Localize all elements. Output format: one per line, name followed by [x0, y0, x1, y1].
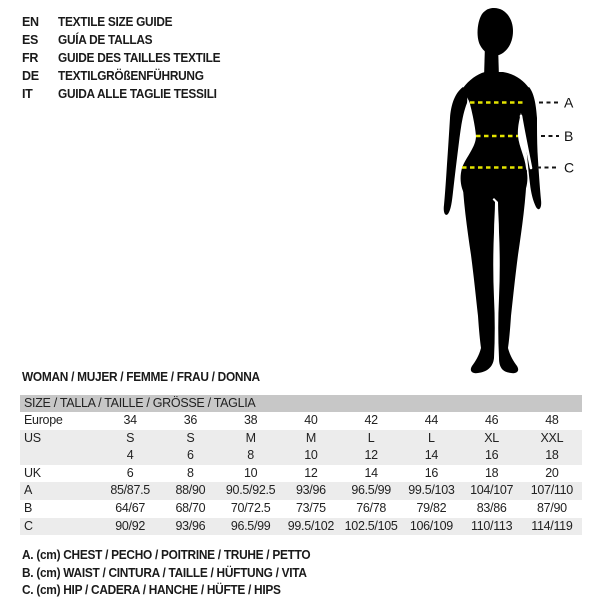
language-code: EN	[22, 15, 39, 29]
woman-silhouette	[444, 8, 541, 373]
size-cell: 90.5/92.5	[225, 483, 276, 498]
size-cell: 48	[545, 413, 559, 427]
language-row	[22, 67, 229, 85]
pointer-lines	[537, 103, 559, 168]
size-cell: 64/67	[115, 500, 146, 515]
size-cell: 76/78	[356, 500, 387, 515]
language-row	[22, 49, 229, 67]
size-cell: 114/119	[531, 518, 573, 533]
table-row	[20, 412, 582, 430]
size-cell: 85/87.5	[110, 483, 150, 498]
size-cell: 87/90	[536, 500, 567, 515]
table-row	[20, 500, 582, 518]
size-cell: 79/82	[416, 500, 447, 515]
size-cell: XL	[484, 430, 499, 445]
table-row	[20, 482, 582, 500]
size-cell: S	[126, 430, 135, 445]
size-cell: 20	[545, 465, 559, 480]
size-cell: M	[245, 430, 256, 445]
size-cell: 110/113	[471, 518, 513, 533]
size-cell: 96.5/99	[351, 483, 391, 498]
language-label: GUIDA ALLE TAGLIE TESSILI	[58, 87, 217, 101]
size-cell: M	[305, 430, 316, 445]
size-cell: 83/86	[476, 500, 507, 515]
size-cell: L	[428, 430, 435, 445]
size-cell: 18	[545, 448, 559, 463]
size-cell: 36	[183, 413, 198, 427]
language-list	[22, 13, 229, 103]
size-cell: 88/90	[175, 483, 206, 498]
size-cell: S	[186, 430, 195, 445]
size-cell: 10	[304, 448, 318, 463]
size-cell: 18	[484, 465, 499, 480]
silhouette-left-leg	[462, 170, 495, 373]
silhouette-right-leg	[498, 170, 527, 373]
size-cell: 44	[424, 413, 439, 427]
table-row	[20, 447, 582, 465]
row-label: C	[24, 518, 33, 533]
size-cell: 70/72.5	[230, 500, 271, 515]
size-cell: 106/109	[409, 518, 453, 533]
size-cell: 38	[243, 413, 258, 427]
table-row	[20, 430, 582, 448]
size-cell: 4	[126, 448, 134, 463]
size-cell: 93/96	[175, 518, 206, 533]
size-cell: 99.5/103	[408, 483, 455, 498]
label-chest: A	[564, 94, 574, 111]
language-code: DE	[22, 69, 39, 83]
row-label: Europe	[24, 413, 63, 427]
size-cell: XXL	[540, 430, 564, 445]
table-row	[20, 518, 582, 536]
language-row	[22, 31, 229, 49]
legend-line: A. (cm) CHEST / PECHO / POITRINE / TRUHE / PETTO	[22, 548, 311, 562]
size-table-header: SIZE / TALLA / TAILLE / GRÖSSE / TAGLIA	[20, 395, 582, 412]
size-cell: 8	[247, 448, 254, 463]
size-cell: 73/75	[295, 500, 326, 515]
size-cell: 16	[484, 448, 499, 463]
size-cell: 99.5/102	[287, 518, 334, 533]
measure-labels	[564, 95, 574, 176]
legend-line: B. (cm) WAIST / CINTURA / TAILLE / HÜFTUNG / VITA	[22, 565, 307, 580]
language-code: FR	[22, 51, 39, 65]
language-row	[22, 85, 229, 103]
row-label	[20, 447, 100, 465]
language-code: ES	[22, 33, 39, 47]
size-cell: 104/107	[470, 483, 514, 498]
label-hip: C	[564, 159, 575, 176]
row-label: UK	[24, 465, 41, 480]
measurement-legend	[22, 547, 325, 600]
size-cell: 93/96	[295, 483, 326, 498]
size-cell: 68/70	[175, 500, 206, 515]
legend-line: C. (cm) HIP / CADERA / HANCHE / HÜFTE / HIPS	[22, 583, 281, 598]
size-cell: 42	[364, 413, 378, 427]
language-label: TEXTILGRÖßENFÜHRUNG	[58, 69, 204, 83]
size-cell: 6	[187, 448, 194, 463]
size-table	[20, 395, 582, 535]
language-label: GUÍA DE TALLAS	[58, 33, 153, 47]
row-label: A	[24, 483, 33, 498]
size-cell: 40	[304, 413, 318, 427]
size-cell: 96.5/99	[230, 518, 271, 533]
size-cell: 90/92	[115, 518, 146, 533]
size-cell: 14	[364, 465, 378, 480]
language-label: TEXTILE SIZE GUIDE	[58, 15, 173, 29]
language-label: GUIDE DES TAILLES TEXTILE	[58, 51, 221, 65]
woman-silhouette-diagram	[400, 0, 600, 380]
size-table-body	[20, 412, 582, 535]
section-title-woman: WOMAN / MUJER / FEMME / FRAU / DONNA	[22, 370, 260, 384]
size-cell: 107/110	[530, 483, 573, 498]
size-cell: L	[367, 430, 375, 445]
language-code: IT	[22, 87, 33, 101]
size-cell: 46	[484, 413, 499, 427]
size-cell: 14	[424, 448, 439, 463]
row-label: B	[24, 500, 33, 515]
measurement-figure	[400, 0, 600, 380]
table-row	[20, 465, 582, 483]
size-cell: 8	[187, 465, 194, 480]
size-cell: 34	[123, 413, 137, 427]
size-cell: 12	[364, 448, 378, 463]
size-cell: 102.5/105	[344, 518, 398, 533]
size-cell: 10	[243, 465, 258, 480]
size-cell: 6	[126, 465, 134, 480]
language-row	[22, 13, 229, 31]
size-cell: 16	[424, 465, 439, 480]
size-cell: 12	[304, 465, 318, 480]
row-label: US	[24, 430, 41, 445]
label-waist: B	[564, 128, 574, 144]
